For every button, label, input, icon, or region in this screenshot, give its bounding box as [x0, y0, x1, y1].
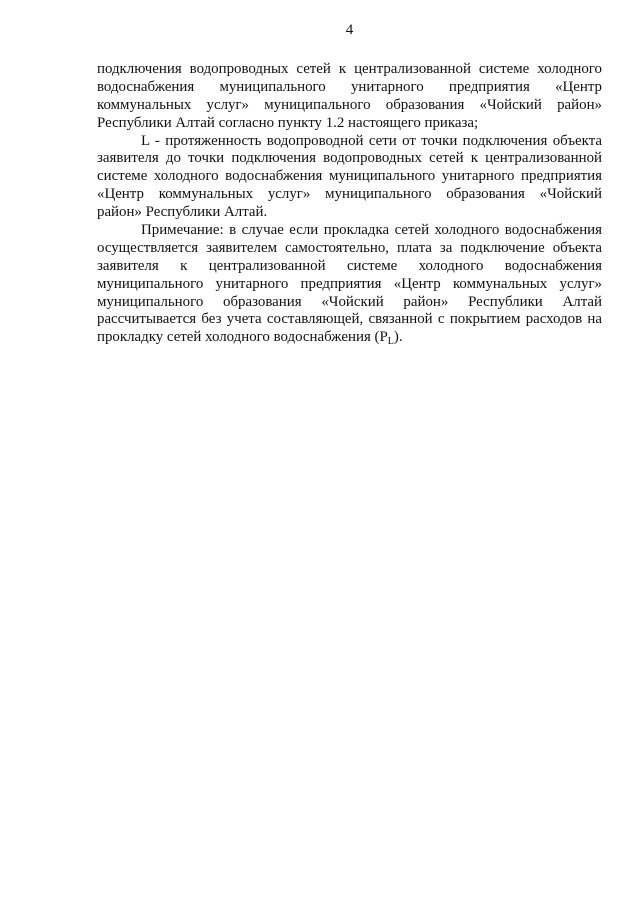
paragraph-length-definition — [97, 133, 602, 222]
body-text — [97, 61, 602, 347]
text-line: заявителя до точки подключения водопроводных сетей к централизованной — [97, 150, 602, 167]
paragraph-note — [97, 222, 602, 347]
text-line: Примечание: в случае если прокладка сетей холодного водоснабжения — [141, 222, 602, 239]
text-line: водоснабжения муниципального унитарного предприятия «Центр — [97, 78, 602, 95]
text-line: Республики Алтай согласно пункту 1.2 настоящего приказа; — [97, 114, 479, 131]
text-line: осуществляется заявителем самостоятельно, плата за подключение объекта — [97, 239, 602, 256]
text-line-with-subscript — [97, 329, 602, 347]
text-line: L - протяженность водопроводной сети от точки подключения объекта — [141, 132, 602, 149]
text-line: рассчитывается без учета составляющей, связанной с покрытием расходов на — [97, 311, 602, 328]
text-segment: ). — [393, 329, 403, 346]
page-number: 4 — [345, 22, 354, 38]
text-line: муниципального образования «Чойский район» Республики Алтай — [97, 293, 602, 310]
subscript: L — [387, 336, 394, 348]
text-line: заявителя к централизованной системе холодного водоснабжения — [97, 257, 602, 274]
text-line: район» Республики Алтай. — [97, 204, 268, 221]
text-line: муниципального унитарного предприятия «Центр коммунальных услуг» — [97, 275, 602, 292]
text-segment: прокладку сетей холодного водоснабжения (P — [97, 329, 388, 346]
text-line: коммунальных услуг» муниципального образования «Чойский район» — [97, 96, 602, 113]
paragraph-connection-continuation — [97, 61, 602, 133]
text-line: подключения водопроводных сетей к централизованной системе холодного — [97, 61, 602, 77]
text-line: системе холодного водоснабжения муниципального унитарного предприятия — [97, 168, 602, 185]
text-line: «Центр коммунальных услуг» муниципального образования «Чойский — [97, 186, 602, 203]
